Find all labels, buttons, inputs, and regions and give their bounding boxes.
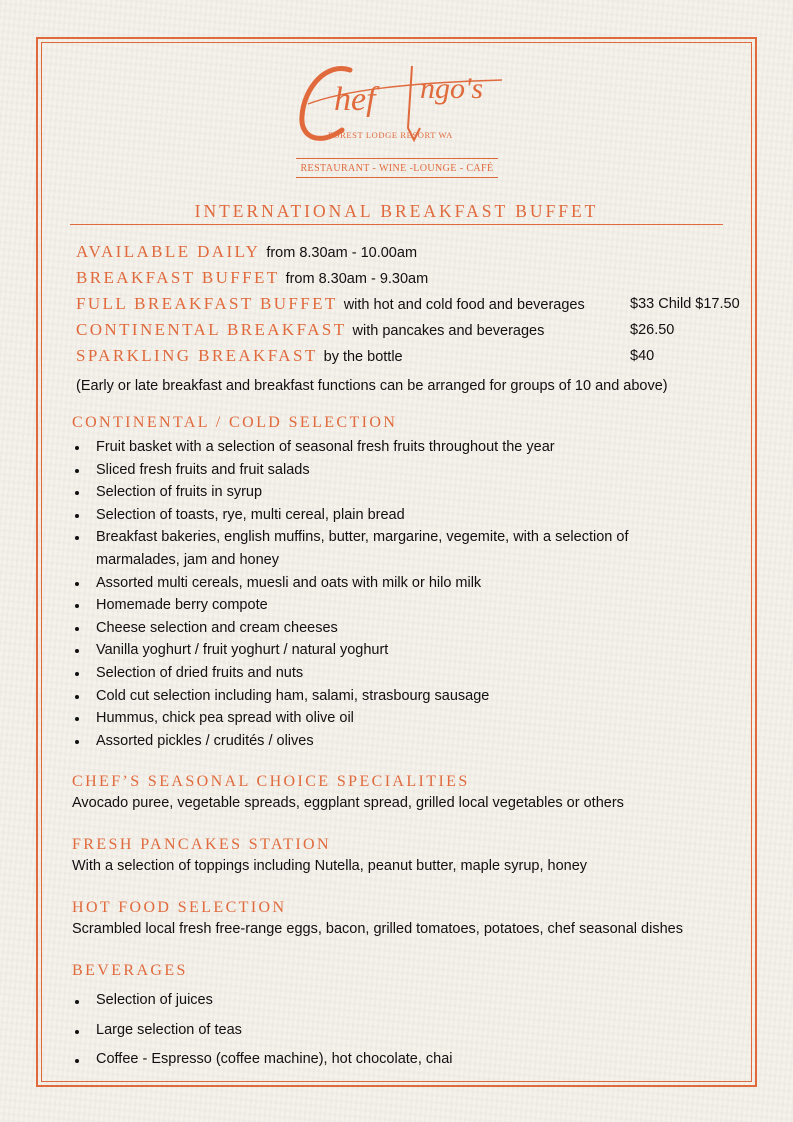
group-note: (Early or late breakfast and breakfast functions can be arranged for groups of 10 and above) <box>76 378 668 394</box>
info-row-full-buffet <box>76 294 585 316</box>
list-item: Cold cut selection including ham, salami, strasbourg sausage <box>72 685 628 708</box>
list-item: Cheese selection and cream cheeses <box>72 617 628 640</box>
list-item: Hummus, chick pea spread with olive oil <box>72 707 628 730</box>
info-desc: from 8.30am - 9.30am <box>285 271 429 287</box>
page-title: INTERNATIONAL BREAKFAST BUFFET <box>194 201 599 221</box>
info-desc: with pancakes and beverages <box>352 323 545 339</box>
continental-list <box>72 436 628 752</box>
list-item: Assorted multi cereals, muesli and oats with milk or hilo milk <box>72 572 628 595</box>
svg-text:hef: hef <box>334 81 376 118</box>
info-row-buffet <box>76 268 428 290</box>
list-item: Sliced fresh fruits and fruit salads <box>72 459 628 482</box>
section-heading-hot-food: HOT FOOD SELECTION <box>72 899 287 916</box>
list-item: Vanilla yoghurt / fruit yoghurt / natural yoghurt <box>72 639 628 662</box>
list-item: Assorted pickles / crudités / olives <box>72 730 628 753</box>
info-desc: with hot and cold food and beverages <box>343 297 585 313</box>
info-label: BREAKFAST BUFFET <box>76 268 280 287</box>
section-heading-pancakes: FRESH PANCAKES STATION <box>72 836 331 853</box>
info-desc: from 8.30am - 10.00am <box>266 245 418 261</box>
list-item: Large selection of teas <box>72 1016 453 1046</box>
section-heading-seasonal: CHEF’S SEASONAL CHOICE SPECIALITIES <box>72 773 470 790</box>
info-label: CONTINENTAL BREAKFAST <box>76 320 347 339</box>
logo-tagline: RESTAURANT - WINE -LOUNGE - CAFÉ <box>296 158 498 178</box>
price-continental: $26.50 <box>630 322 675 338</box>
info-label: AVAILABLE DAILY <box>76 242 261 261</box>
seasonal-text: Avocado puree, vegetable spreads, eggplant spread, grilled local vegetables or others <box>72 795 624 811</box>
info-label: SPARKLING BREAKFAST <box>76 346 318 365</box>
info-row-available <box>76 242 417 264</box>
info-desc: by the bottle <box>323 349 403 365</box>
list-item: Homemade berry compote <box>72 594 628 617</box>
list-item: Selection of fruits in syrup <box>72 481 628 504</box>
list-item: Selection of juices <box>72 986 453 1016</box>
list-item-continuation: marmalades, jam and honey <box>96 551 279 568</box>
logo-subtitle: FOREST LODGE RESORT WA <box>328 130 453 140</box>
hot-food-text: Scrambled local fresh free-range eggs, bacon, grilled tomatoes, potatoes, chef seasonal dishes <box>72 921 683 937</box>
info-row-sparkling <box>76 346 403 368</box>
info-row-continental <box>76 320 544 342</box>
list-item: Coffee - Espresso (coffee machine), hot chocolate, chai <box>72 1045 453 1075</box>
info-label: FULL BREAKFAST BUFFET <box>76 294 338 313</box>
pancakes-text: With a selection of toppings including Nutella, peanut butter, maple syrup, honey <box>72 858 588 874</box>
beverages-list <box>72 986 453 1075</box>
title-divider <box>70 224 723 225</box>
section-heading-beverages: BEVERAGES <box>72 962 188 979</box>
price-sparkling: $40 <box>630 348 655 364</box>
price-full-buffet: $33 Child $17.50 <box>630 296 740 312</box>
list-item: Selection of toasts, rye, multi cereal, plain bread <box>72 504 628 527</box>
svg-text:ngo's: ngo's <box>420 72 484 105</box>
list-item: Selection of dried fruits and nuts <box>72 662 628 685</box>
section-heading-continental: CONTINENTAL / COLD SELECTION <box>72 414 398 431</box>
list-item: Breakfast bakeries, english muffins, butter, margarine, vegemite, with a selection of <box>72 526 628 549</box>
list-item: Fruit basket with a selection of seasonal fresh fruits throughout the year <box>72 436 628 459</box>
